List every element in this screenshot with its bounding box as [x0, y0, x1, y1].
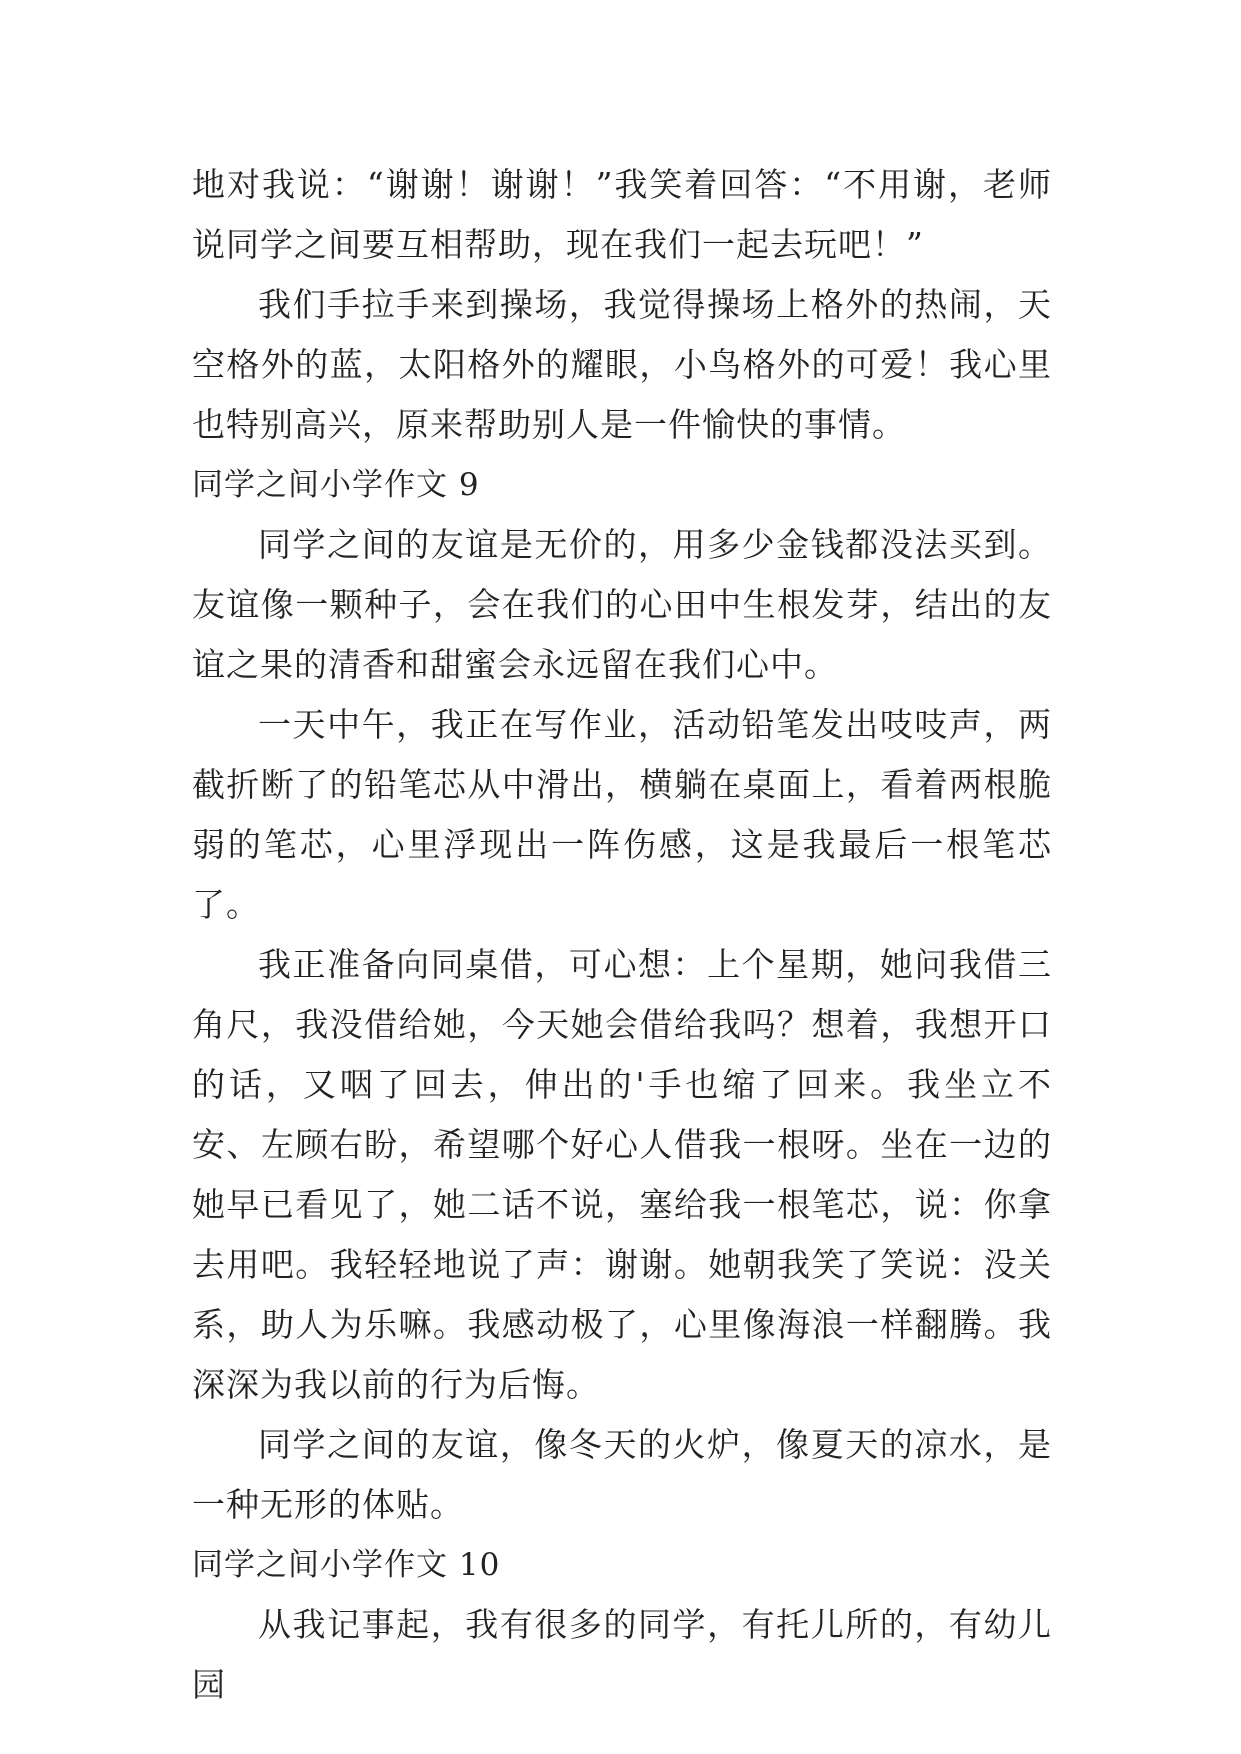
essay-title-9: 同学之间小学作文 9: [192, 467, 480, 503]
paragraph-thanks-reply: 地对我说：“谢谢！谢谢！”我笑着回答：“不用谢，老师说同学之间要互相帮助，现在我们一起去玩吧！”: [192, 165, 1052, 264]
essay-title-10: 同学之间小学作文 10: [192, 1547, 501, 1583]
paragraph-many-classmates: 从我记事起，我有很多的同学，有托儿所的，有幼儿园: [192, 1605, 1052, 1704]
essay-body: [192, 155, 1052, 1715]
paragraph-borrow-lead: 我正准备向同桌借，可心想：上个星期，她问我借三角尺，我没借给她，今天她会借给我吗？想着，我想开口的话，又咽了回去，伸出的'手也缩了回来。我坐立不安、左顾右盼，希望哪个好心人借我一根呀。坐在一边的她早已看见了，她二话不说，塞给我一根笔芯，说：你拿去用吧。我轻轻地说了声：谢谢。她朝我笑了笑说：没关系，助人为乐嘛。我感动极了，心里像海浪一样翻腾。我深深为我以前的行为后悔。: [192, 945, 1052, 1404]
paragraph-friendship-warmth: 同学之间的友谊，像冬天的火炉，像夏天的凉水，是一种无形的体贴。: [192, 1425, 1052, 1524]
paragraph-friendship-priceless: 同学之间的友谊是无价的，用多少金钱都没法买到。友谊像一颗种子，会在我们的心田中生根发芽，结出的友谊之果的清香和甜蜜会永远留在我们心中。: [192, 525, 1052, 684]
paragraph-playground: 我们手拉手来到操场，我觉得操场上格外的热闹，天空格外的蓝，太阳格外的耀眼，小鸟格外的可爱！我心里也特别高兴，原来帮助别人是一件愉快的事情。: [192, 285, 1052, 444]
paragraph-broken-lead: 一天中午，我正在写作业，活动铅笔发出吱吱声，两截折断了的铅笔芯从中滑出，横躺在桌面上，看着两根脆弱的笔芯，心里浮现出一阵伤感，这是我最后一根笔芯了。: [192, 705, 1052, 924]
